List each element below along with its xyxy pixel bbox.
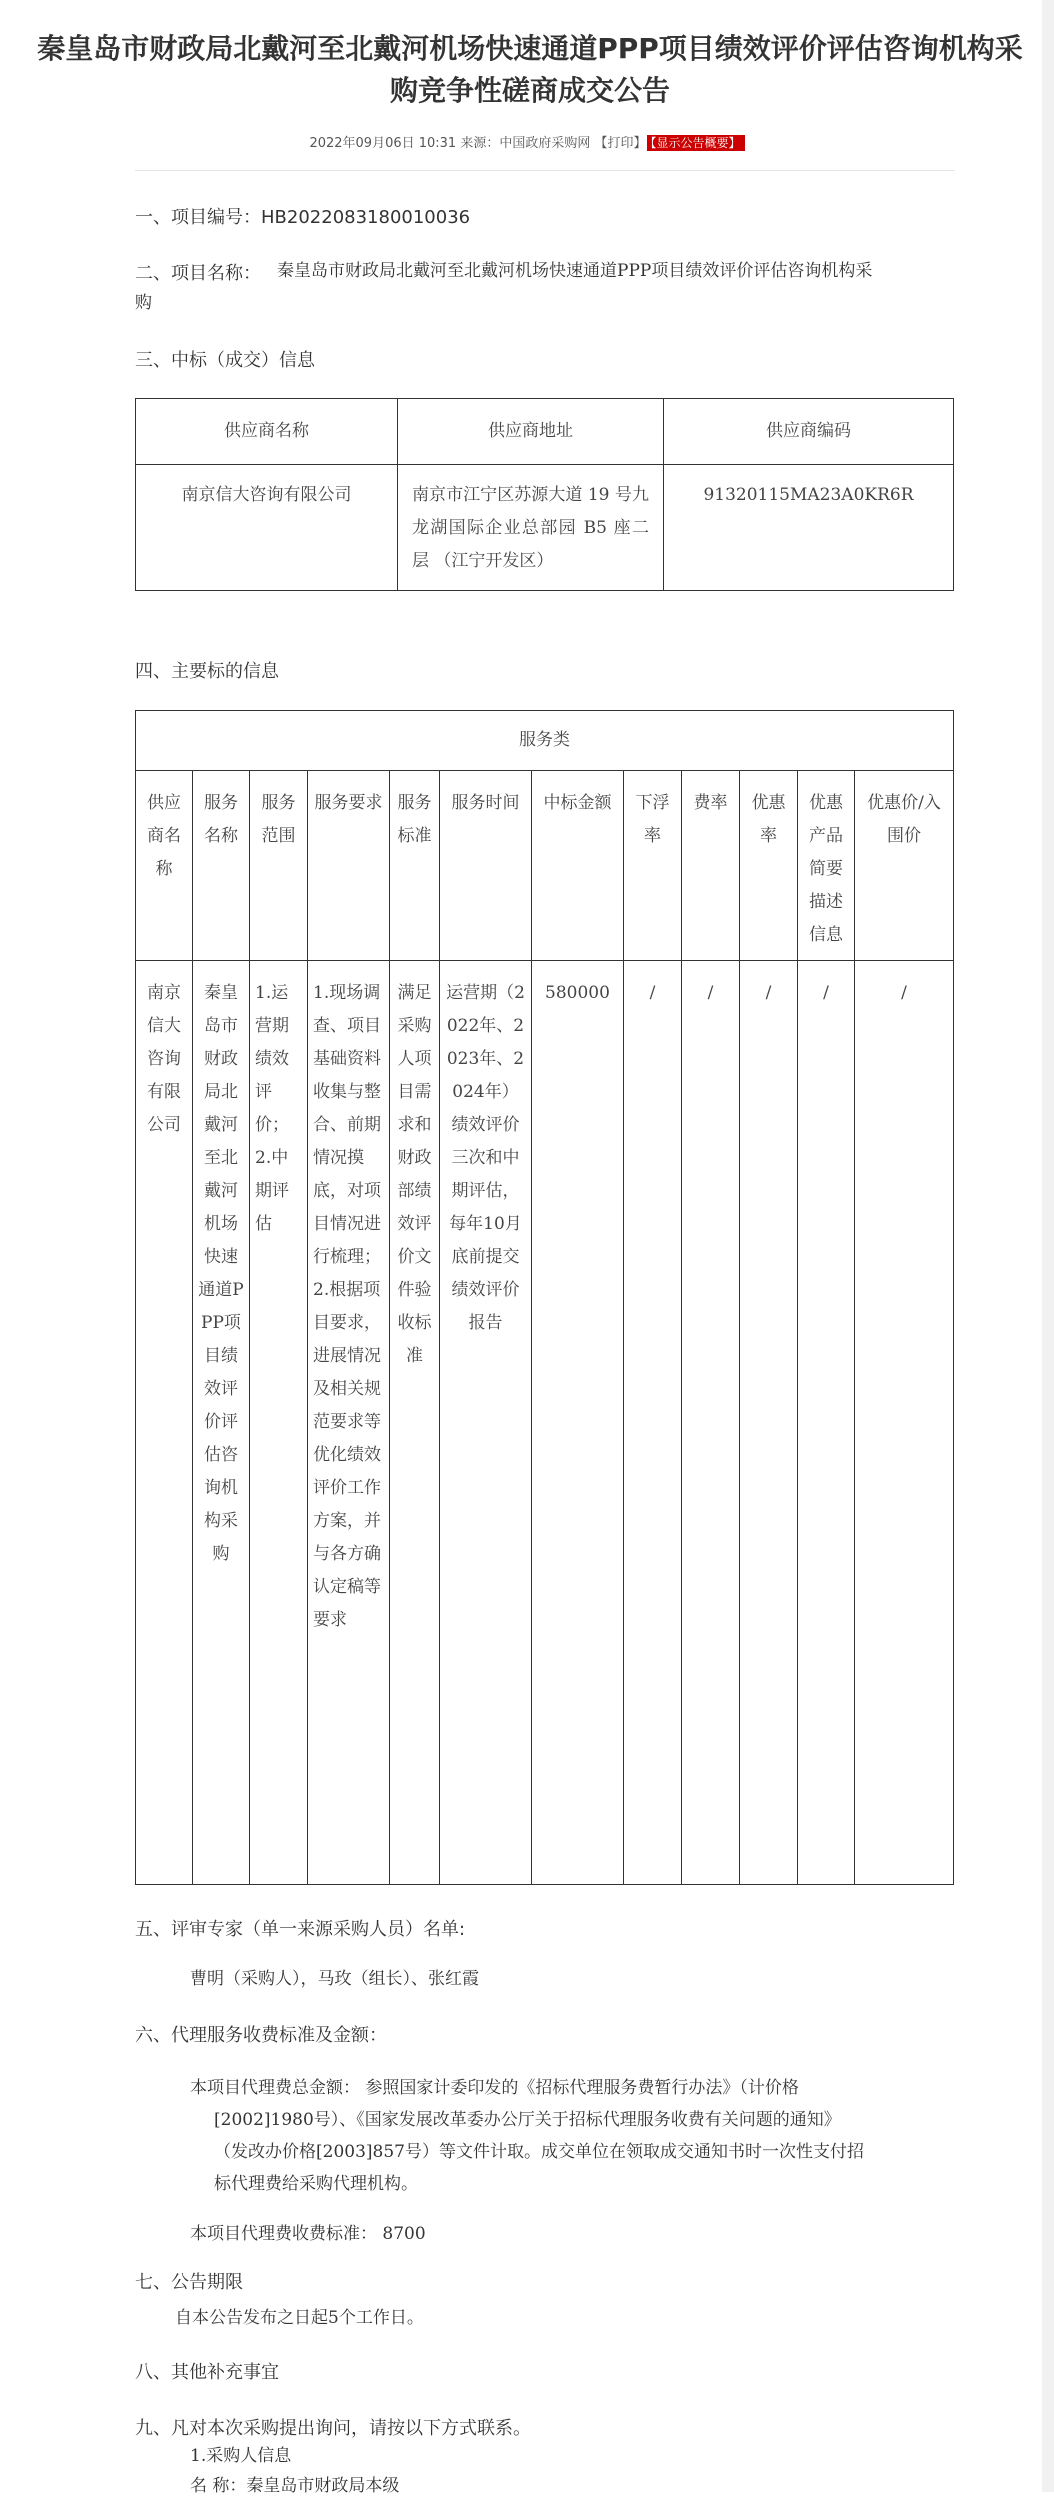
agency-fee-heading: 六、代理服务收费标准及金额： [135,2025,387,2046]
project-name-line1: 秦皇岛市财政局北戴河至北戴河机场快速通道PPP项目绩效评价评估咨询机构采 [277,261,873,281]
preferential-price: / [855,961,954,1885]
divider [135,170,955,171]
preferential-rate: / [740,961,798,1885]
header-service-requirements: 服务要求 [308,771,390,961]
service-standard: 满足采购人项目需求和财政部绩效评价文件验收标准 [390,961,440,1885]
preferential-description: / [798,961,855,1885]
header-supplier-address: 供应商地址 [398,399,664,465]
supplier-name: 南京信大咨询有限公司 [136,465,398,591]
header-supplier-name: 供应商名称 [136,771,193,961]
project-number: 一、项目编号：HB2022083180010036 [135,207,471,228]
page-title: 秦皇岛市财政局北戴河至北戴河机场快速通道PPP项目绩效评价评估咨询机构采购竞争性磋商成交公告 [37,32,1023,107]
agency-fee-line2: [2002]1980号）、《国家发展改革委办公厅关于招标代理服务收费有关问题的通知》 [214,2110,841,2130]
header-fee-rate: 费率 [682,771,740,961]
experts-list: 曹明（采购人），马玫（组长）、张红霞 [190,1969,479,1989]
meta-line [0,132,1054,151]
header-service-standard: 服务标准 [390,771,440,961]
winning-info-table [135,398,954,591]
award-amount: 580000 [532,961,624,1885]
main-subject-table [135,710,954,1885]
supplier-address: 南京市江宁区苏源大道 19 号九 龙湖国际企业总部园 B5 座二层 （江宁开发区） [398,465,664,591]
print-link[interactable]: 【打印】 [594,136,647,151]
agency-fee-standard: 本项目代理费收费标准： 8700 [190,2224,426,2244]
service-requirements: 1.现场调查、项目基础资料收集与整合、前期情况摸底，对项目情况进行梳理；2.根据项目要求，进展情况及相关规范要求等优化绩效评价工作方案，并与各方确认定稿等要求 [308,961,390,1885]
agency-fee-line1: 本项目代理费总金额： 参照国家计委印发的《招标代理服务费暂行办法》（计价格 [190,2078,799,2098]
header-supplier-code: 供应商编码 [664,399,954,465]
other-matters-heading: 八、其他补充事宜 [135,2362,279,2383]
source-label: 来源： [460,136,500,151]
header-preferential-rate: 优惠率 [740,771,798,961]
contact-heading: 九、凡对本次采购提出询问，请按以下方式联系。 [135,2418,531,2439]
notice-period-text: 自本公告发布之日起5个工作日。 [175,2308,424,2328]
header-service-name: 服务名称 [193,771,250,961]
experts-heading: 五、评审专家（单一来源采购人员）名单: [135,1919,466,1940]
discount-rate: / [624,961,682,1885]
publish-datetime: 2022年09月06日 10:31 [309,136,457,151]
show-summary-button[interactable]: 【显示公告概要】 [647,135,745,151]
table-header-row [136,771,954,961]
agency-fee-line3: （发改办价格[2003]857号）等文件计取。成交单位在领取成交通知书时一次性支付招 [214,2142,864,2162]
service-name: 秦皇岛市财政局北戴河至北戴河机场快速通道PPP项目绩效评价评估咨询机构采购 [193,961,250,1885]
category-label: 服务类 [136,711,954,771]
main-subject-heading: 四、主要标的信息 [135,661,279,682]
fee-rate: / [682,961,740,1885]
header-preferential-price: 优惠价/入围价 [855,771,954,961]
service-scope: 1.运营期绩效评价；2.中期评估 [250,961,308,1885]
table-row [136,465,954,591]
purchaser-name: 名 称：秦皇岛市财政局本级 [190,2476,400,2496]
table-header-row [136,399,954,465]
service-time: 运营期（2022年、2023年、2024年）绩效评价三次和中期评估，每年10月底前提交绩效评价报告 [440,961,532,1885]
source-name: 中国政府采购网 [499,136,591,151]
notice-period-heading: 七、公告期限 [135,2272,243,2293]
project-name-heading: 二、项目名称： [135,263,261,284]
winning-info-heading: 三、中标（成交）信息 [135,350,315,371]
project-name-line2: 购 [135,293,152,313]
supplier-name: 南京信大咨询有限公司 [136,961,193,1885]
supplier-code: 91320115MA23A0KR6R [664,465,954,591]
category-row [136,711,954,771]
header-preferential-description: 优惠产品简要描述信息 [798,771,855,961]
header-service-scope: 服务范围 [250,771,308,961]
header-award-amount: 中标金额 [532,771,624,961]
header-supplier-name: 供应商名称 [136,399,398,465]
table-row [136,961,954,1885]
agency-fee-line4: 标代理费给采购代理机构。 [214,2174,418,2194]
scrollbar[interactable] [1042,0,1054,2492]
purchaser-info-label: 1.采购人信息 [190,2446,292,2466]
header-service-time: 服务时间 [440,771,532,961]
header-discount-rate: 下浮率 [624,771,682,961]
